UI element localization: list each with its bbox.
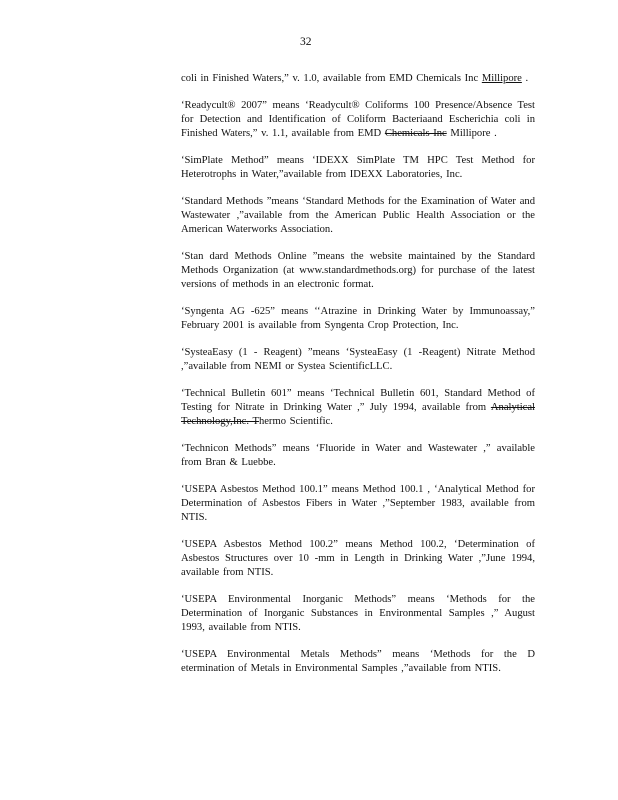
definition-paragraph: coli in Finished Waters,” v. 1.0, available from EMD Chemicals Inc Millipore . [181,73,529,84]
definition-paragraph: ‘SysteaEasy (1 - Reagent) ”means ‘SysteaEasy (1 -Reagent) Nitrate Method ,”available from NEMI or Systea ScientificLLC. [181,346,535,373]
page-number: 32 [300,36,312,48]
definition-paragraph: ‘USEPA Environmental Metals Methods” means ‘Methods for the D etermination of Metals in Environmental Samples ,”available from NTIS. [181,649,535,675]
document-body [181,72,535,689]
definition-paragraph: ‘Technicon Methods” means ‘Fluoride in Water and Wastewater ,” available from Bran & Luebbe. [181,442,535,469]
definition-paragraph: ‘Stan dard Methods Online ”means the website maintained by the Standard Methods Organization (at www.standardmethods.org) for purchase of the latest versions of methods in an electronic format. [181,250,535,291]
definition-paragraph: ‘Technical Bulletin 601” means ‘Technical Bulletin 601, Standard Method of Testing for Nitrate in Drinking Water ,” July 1994, available from Analytical Technology,Inc. Thermo Scientific. [181,387,535,428]
underlined-text: Millipore [481,73,522,84]
definition-paragraph: ‘USEPA Asbestos Method 100.1” means Method 100.1 , ‘Analytical Method for Determination of Asbestos Fibers in Water ,”September 1983, available from NTIS. [181,483,535,524]
definition-paragraph: ‘Readycult® 2007” means ‘Readycult® Coliforms 100 Presence/Absence Test for Detection and Identification of Coliform Bacteriaand Escherichia coli in Finished Waters,” v. 1.1, available from EMD Chemicals Inc Millipore . [181,99,535,140]
definition-paragraph: ‘SimPlate Method” means ‘IDEXX SimPlate TM HPC Test Method for Heterotrophs in Water,”available from IDEXX Laboratories, Inc. [181,154,535,181]
definition-paragraph: ‘USEPA Asbestos Method 100.2” means Method 100.2, ‘Determination of Asbestos Structures over 10 -mm in Length in Drinking Water ,”June 1994, available from NTIS. [181,538,535,579]
struck-text: Chemicals Inc [384,128,447,140]
definition-paragraph: ‘USEPA Environmental Inorganic Methods” means ‘Methods for the Determination of Inorganic Substances in Environmental Samples ,” August 1993, available from NTIS. [181,593,535,634]
definition-paragraph: ‘Syngenta AG -625” means ‘‘Atrazine in Drinking Water by Immunoassay,” February 2001 is available from Syngenta Crop Protection, Inc. [181,305,535,332]
definition-paragraph: ‘Standard Methods ”means ‘Standard Methods for the Examination of Water and Wastewater ,”available from the American Public Health Association or the American Waterworks Association. [181,195,535,236]
struck-text: Analytical Technology,Inc. T [181,401,535,428]
